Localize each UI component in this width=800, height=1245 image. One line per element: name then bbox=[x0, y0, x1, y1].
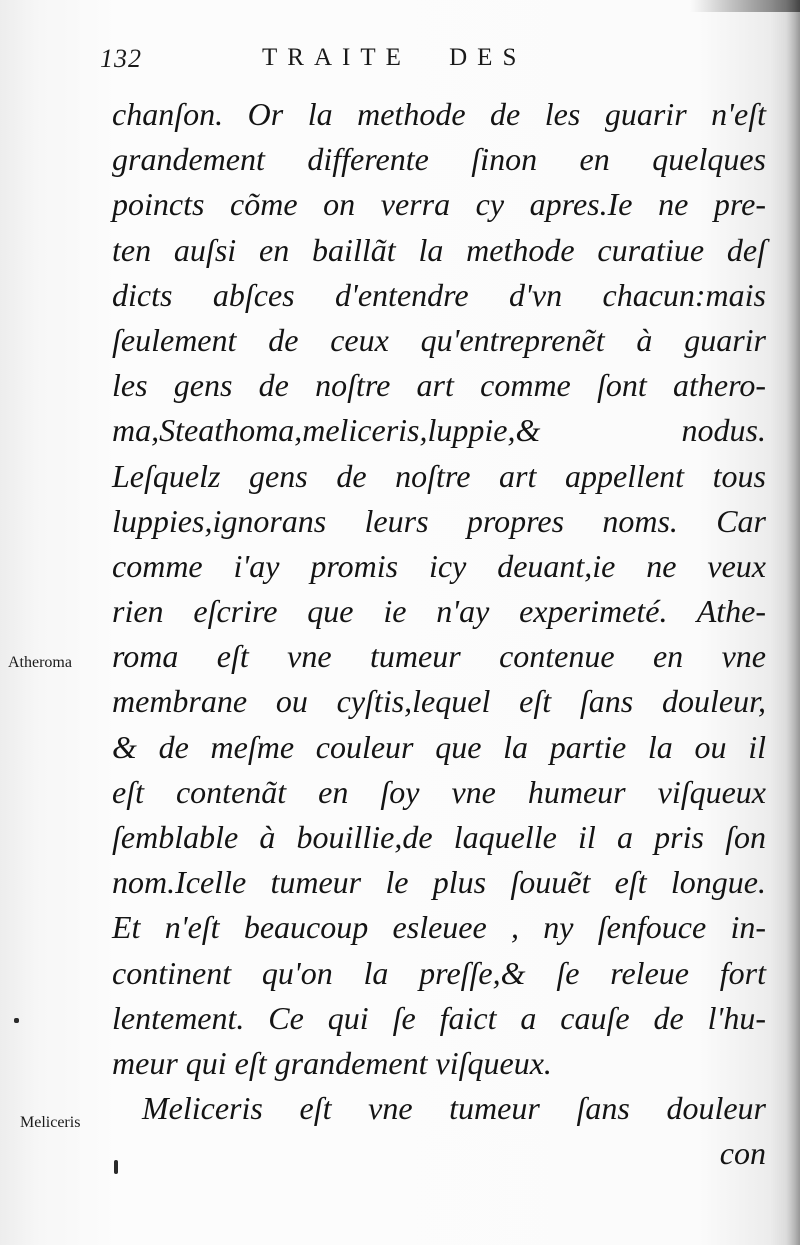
text-line: Et n'eſt beaucoup esleuee , ny ſenfouce in- bbox=[112, 909, 766, 946]
text-line: les gens de noſtre art comme ſont athero- bbox=[112, 367, 766, 404]
body-text bbox=[112, 92, 772, 1177]
text-line: Leſquelz gens de noſtre art appellent tous bbox=[112, 457, 766, 494]
text-line: nom.Icelle tumeur le plus ſouuẽt eſt longue. bbox=[112, 864, 766, 901]
text-line: continent qu'on la preſſe,& ſe releue fort bbox=[112, 954, 766, 991]
margin-note-atheroma: Atheroma bbox=[8, 654, 72, 671]
ink-mark bbox=[14, 1018, 19, 1023]
text-line: rien eſcrire que ie n'ay experimeté. Athe- bbox=[112, 593, 766, 630]
text-line: poincts cõme on verra cy apres.Ie ne pre- bbox=[112, 186, 766, 223]
page-gutter-shadow bbox=[786, 0, 800, 1245]
page-number: 132 bbox=[100, 44, 142, 73]
text-line: comme i'ay promis icy deuant,ie ne veux bbox=[112, 547, 766, 584]
text-line: ſemblable à bouillie,de laquelle il a pris ſon bbox=[112, 819, 766, 855]
text-line: ſeulement de ceux qu'entreprenẽt à guarir bbox=[112, 321, 766, 358]
catchword: con bbox=[719, 1135, 766, 1172]
text-line: Meliceris eſt vne tumeur ſans douleur bbox=[142, 1090, 766, 1127]
running-head: TRAITE DES bbox=[262, 44, 527, 71]
text-line: eſt contenãt en ſoy vne humeur viſqueux bbox=[112, 773, 766, 810]
text-line: meur qui eſt grandement viſqueux. bbox=[112, 1044, 552, 1081]
text-line: luppies,ignorans leurs propres noms. Car bbox=[112, 502, 766, 539]
text-line: membrane ou cyſtis,lequel eſt ſans douleur, bbox=[112, 683, 766, 720]
text-line: dicts abſces d'entendre d'vn chacun:mais bbox=[112, 276, 766, 313]
margin-note-meliceris: Meliceris bbox=[20, 1114, 81, 1131]
text-line: grandement differente ſinon en quelques bbox=[112, 141, 766, 178]
text-line: ma,Steathoma,meliceris,luppie,& nodus. bbox=[112, 412, 766, 449]
text-line: chanſon. Or la methode de les guarir n'eſt bbox=[112, 96, 766, 132]
text-line: & de meſme couleur que la partie la ou il bbox=[112, 728, 766, 765]
scan-shadow-top bbox=[690, 0, 800, 12]
text-line: lentement. Ce qui ſe faict a cauſe de l'hu- bbox=[112, 999, 766, 1036]
text-line: roma eſt vne tumeur contenue en vne bbox=[112, 638, 766, 675]
text-line: ten auſsi en baillãt la methode curatiue deſ bbox=[112, 231, 766, 268]
